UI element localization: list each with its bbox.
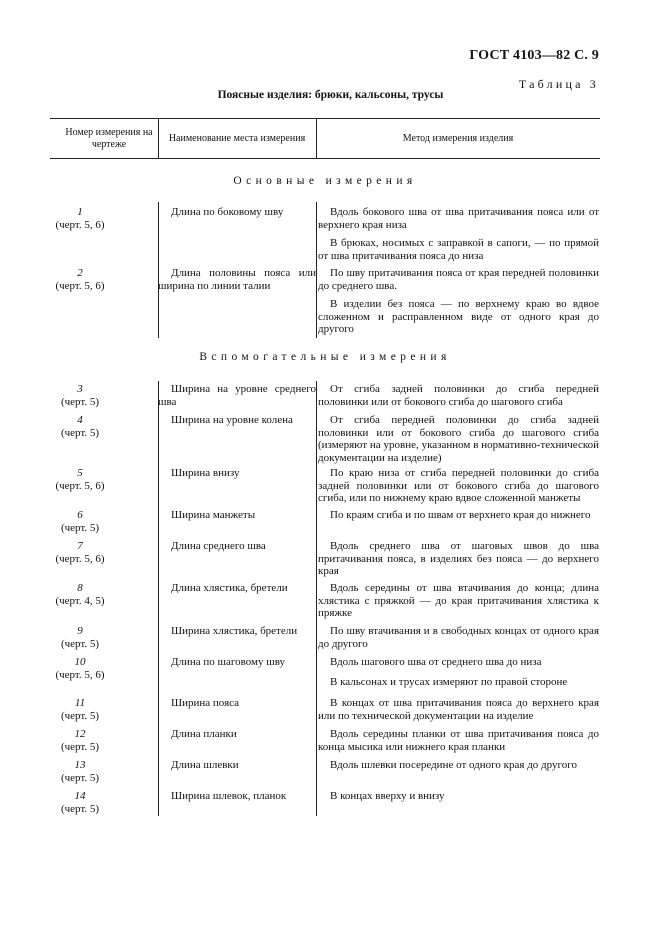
measurement-method: В концах вверху и внизу <box>330 790 445 802</box>
table-label: Таблица 3 <box>518 77 599 91</box>
row-number: 14 (черт. 5) <box>60 790 100 815</box>
measurement-name: Длина половины пояса или ширина по линии талии <box>158 267 316 292</box>
measurement-method: В концах от шва притачивания пояса до верхнего края или по технической документации на изделие <box>318 697 599 722</box>
measurement-name: Длина среднего шва <box>171 540 266 552</box>
measurement-method: Вдоль середины от шва втачивания до конца; длина хлястика с пряжкой — до края притачивания хлястика к пряжке <box>318 582 599 619</box>
measurement-method: Вдоль шлевки посередине от одного края до другого <box>330 759 577 771</box>
body-divider-1b <box>158 381 159 816</box>
measurement-name: Длина по шаговому шву <box>171 656 286 668</box>
table-top-rule <box>50 118 600 119</box>
row-number: 1 (черт. 5, 6) <box>55 206 105 231</box>
measurement-method-note: В кальсонах и трусах измеряют по правой стороне <box>330 676 568 688</box>
measurement-method: От сгиба задней половинки до сгиба передней половинки или от бокового сгиба до шагового сгиба <box>318 383 599 408</box>
measurement-method-note: В брюках, носимых с заправкой в сапоги, — по прямой от шва притачивания пояса до низа <box>318 237 599 262</box>
row-number: 2 (черт. 5, 6) <box>55 267 105 292</box>
row-number: 10 (черт. 5, 6) <box>55 656 105 681</box>
measurement-method: По шву втачивания и в свободных концах от одного края до другого <box>318 625 599 650</box>
measurement-name: Длина шлевки <box>171 759 239 771</box>
measurement-name: Ширина пояса <box>171 697 240 709</box>
measurement-method: Вдоль середины планки от шва притачивания пояса до конца мысика или нижнего края планки <box>318 728 599 753</box>
row-number: 13 (черт. 5) <box>60 759 100 784</box>
measurement-name: Ширина внизу <box>171 467 240 479</box>
section-auxiliary-measurements: Вспомогательные измерения <box>199 351 451 363</box>
measurement-method: По краям сгиба и по швам от верхнего края до нижнего <box>330 509 591 521</box>
body-divider-2b <box>316 381 317 816</box>
row-number: 3 (черт. 5) <box>60 383 100 408</box>
column-header-number: Номер измерения на чертеже <box>65 127 153 150</box>
measurement-method: Вдоль бокового шва от шва притачивания пояса или от верхнего края низа <box>318 206 599 231</box>
measurement-name: Длина хлястика, бретели <box>171 582 288 594</box>
row-number: 7 (черт. 5, 6) <box>55 540 105 565</box>
row-number: 6 (черт. 5) <box>60 509 100 534</box>
measurement-method-note: В изделии без пояса — по верхнему краю во вдвое сложенном и расправленном виде от одного края до другого <box>318 298 599 335</box>
row-number: 5 (черт. 5, 6) <box>55 467 105 492</box>
column-header-method: Метод измерения изделия <box>402 133 514 144</box>
document-reference: ГОСТ 4103—82 С. 9 <box>469 48 599 63</box>
measurement-name: Ширина манжеты <box>171 509 256 521</box>
section-main-measurements: Основные измерения <box>233 175 417 187</box>
measurement-name: Длина планки <box>171 728 237 740</box>
column-header-place: Наименование места измерения <box>168 133 306 144</box>
measurement-name: Ширина хлястика, бретели <box>171 625 298 637</box>
table-title: Поясные изделия: брюки, кальсоны, трусы <box>217 89 444 101</box>
measurement-name: Ширина на уровне среднего шва <box>158 383 316 408</box>
measurement-name: Ширина шлевок, планок <box>171 790 287 802</box>
measurement-method: По краю низа от сгиба передней половинки до сгиба задней половинки или от бокового сгиба до шагового сгиба, или по нижнему краю вдвое сложенной манжеты <box>318 467 599 504</box>
measurement-method: Вдоль среднего шва от шаговых швов до шва притачивания пояса, в изделиях без пояса — до верхнего края <box>318 540 599 577</box>
table-header-rule <box>50 158 600 159</box>
measurement-method: От сгиба передней половинки до сгиба задней половинки или от бокового сгиба до шагового сгиба (измеряют на уровне, указанном в нормативно-технической документации на изделие) <box>318 414 599 464</box>
body-divider-2a <box>316 202 317 338</box>
measurement-name: Длина по боковому шву <box>171 206 284 218</box>
row-number: 4 (черт. 5) <box>60 414 100 439</box>
measurement-method: Вдоль шагового шва от среднего шва до низа <box>330 656 542 668</box>
row-number: 9 (черт. 5) <box>60 625 100 650</box>
row-number: 12 (черт. 5) <box>60 728 100 753</box>
row-number: 8 (черт. 4, 5) <box>55 582 105 607</box>
measurement-method: По шву притачивания пояса от края передней половинки до среднего шва. <box>318 267 599 292</box>
row-number: 11 (черт. 5) <box>60 697 100 722</box>
measurement-name: Ширина на уровне колена <box>171 414 293 426</box>
